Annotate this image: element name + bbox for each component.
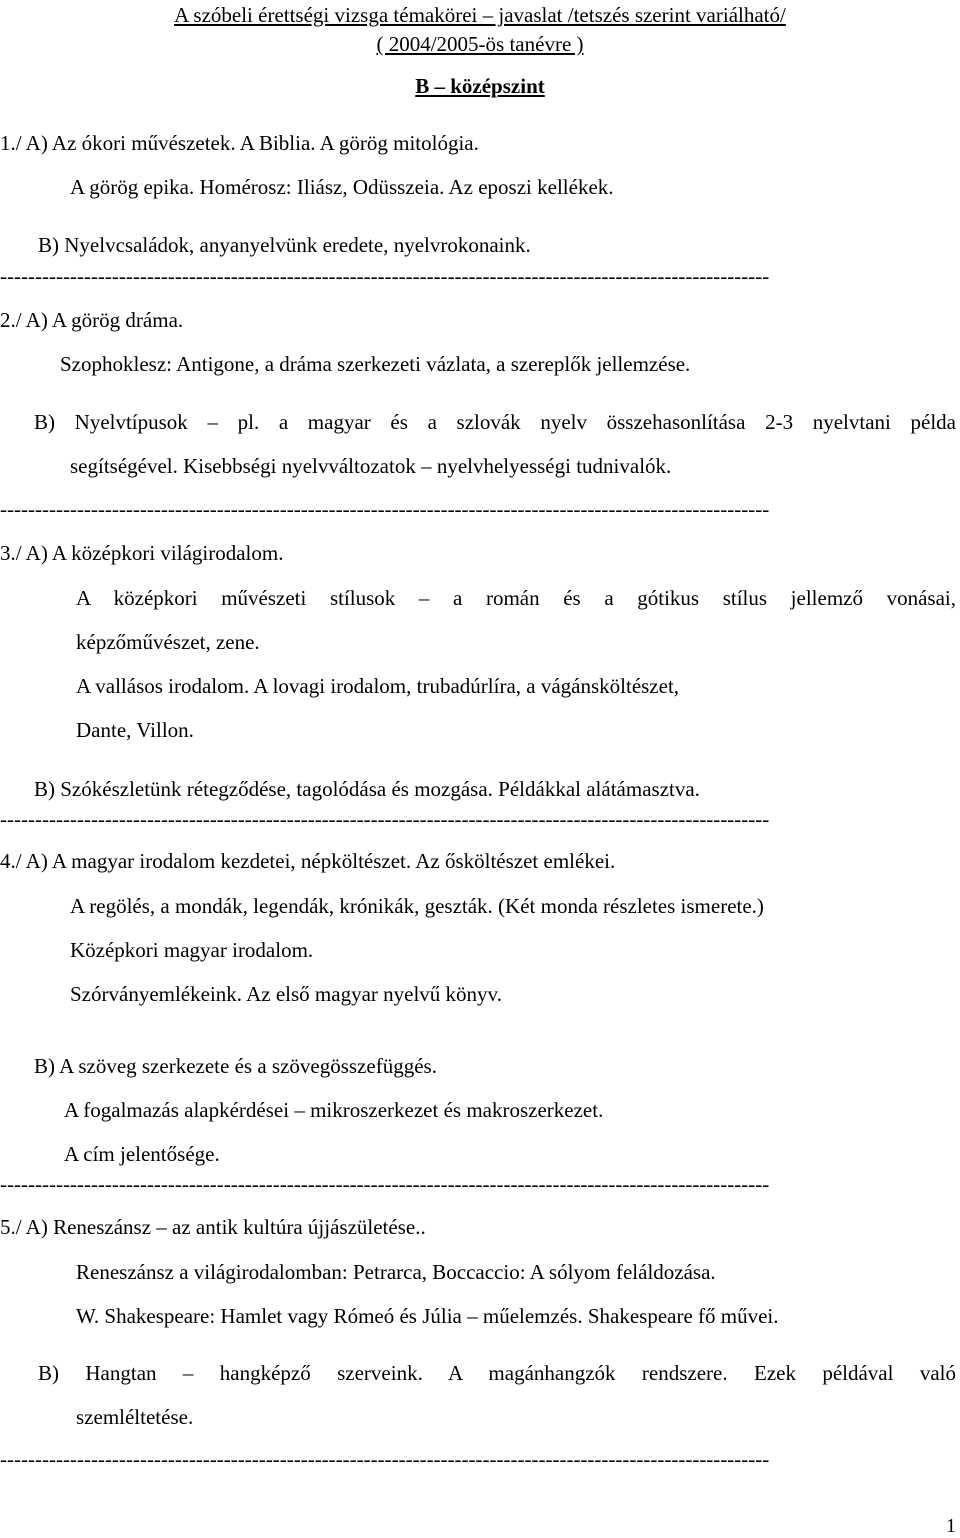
topic-3-a-detail-cont: képzőművészet, zene. [76,630,260,654]
topic-3-a-religious: A vallásos irodalom. A lovagi irodalom, trubadúrlíra, a vágánsköltészet, [76,674,680,698]
topic-5-b: B) Hangtan – hangképző szerveink. A magánhangzók rendszere. Ezek példával való [38,1361,956,1385]
topic-4-a-detail: A regölés, a mondák, legendák, krónikák, geszták. (Két monda részletes ismerete.) [70,894,764,918]
topic-2-b-cont: segítségével. Kisebbségi nyelvváltozatok – nyelvhelyességi tudnivalók. [70,454,672,478]
topic-1-a: 1./ A) Az ókori művészetek. A Biblia. A görög mitológia. [0,131,479,155]
topic-4-a-medieval: Középkori magyar irodalom. [70,938,314,962]
topic-3-a: 3./ A) A középkori világirodalom. [0,541,284,565]
page-number: 1 [946,1515,956,1537]
topic-5-a: 5./ A) Reneszánsz – az antik kultúra újjászületése.. [0,1215,426,1239]
topic-4-a: 4./ A) A magyar irodalom kezdetei, népköltészet. Az ősköltészet emlékei. [0,849,616,873]
topic-1-b: B) Nyelvcsaládok, anyanyelvünk eredete, nyelvrokonaink. [38,233,531,257]
topic-2-b: B) Nyelvtípusok – pl. a magyar és a szlovák nyelv összehasonlítása 2-3 nyelvtani példa [34,410,956,434]
topic-1-a-detail: A görög epika. Homérosz: Iliász, Odüsszeia. Az eposzi kellékek. [70,175,614,199]
topic-5-a-shakespeare: W. Shakespeare: Hamlet vagy Rómeó és Júlia – műelemzés. Shakespeare fő művei. [76,1304,779,1328]
topic-4-a-relics: Szórványemlékeink. Az első magyar nyelvű könyv. [70,982,502,1006]
topic-4-b-detail: A fogalmazás alapkérdései – mikroszerkezet és makroszerkezet. [64,1098,604,1122]
topic-5-a-detail: Reneszánsz a világirodalomban: Petrarca, Boccaccio: A sólyom feláldozása. [76,1260,716,1284]
school-year: ( 2004/2005-ös tanévre ) [376,32,584,56]
topic-4-b-title: A cím jelentősége. [64,1142,220,1166]
separator-3: -------------------------------------------------------------------------------------------------------------- [0,807,770,831]
separator-5: -------------------------------------------------------------------------------------------------------------- [0,1447,770,1471]
topic-3-a-detail: A középkori művészeti stílusok – a román és a gótikus stílus jellemző vonásai, [76,586,956,610]
topic-3-b: B) Szókészletünk rétegződése, tagolódása és mozgása. Példákkal alátámasztva. [34,777,700,801]
topic-4-b: B) A szöveg szerkezete és a szövegösszefüggés. [34,1054,437,1078]
topic-5-b-cont: szemléltetése. [76,1405,194,1429]
level-heading: B – középszint [415,74,545,98]
topic-2-a: 2./ A) A görög dráma. [0,308,184,332]
separator-4: -------------------------------------------------------------------------------------------------------------- [0,1172,770,1196]
separator-1: -------------------------------------------------------------------------------------------------------------- [0,264,770,288]
topic-3-a-religious-cont: Dante, Villon. [76,718,194,742]
title-line: A szóbeli érettségi vizsga témakörei – javaslat /tetszés szerint variálható/ [174,3,786,27]
separator-2: -------------------------------------------------------------------------------------------------------------- [0,497,770,521]
topic-2-a-detail: Szophoklesz: Antigone, a dráma szerkezeti vázlata, a szereplők jellemzése. [60,352,691,376]
